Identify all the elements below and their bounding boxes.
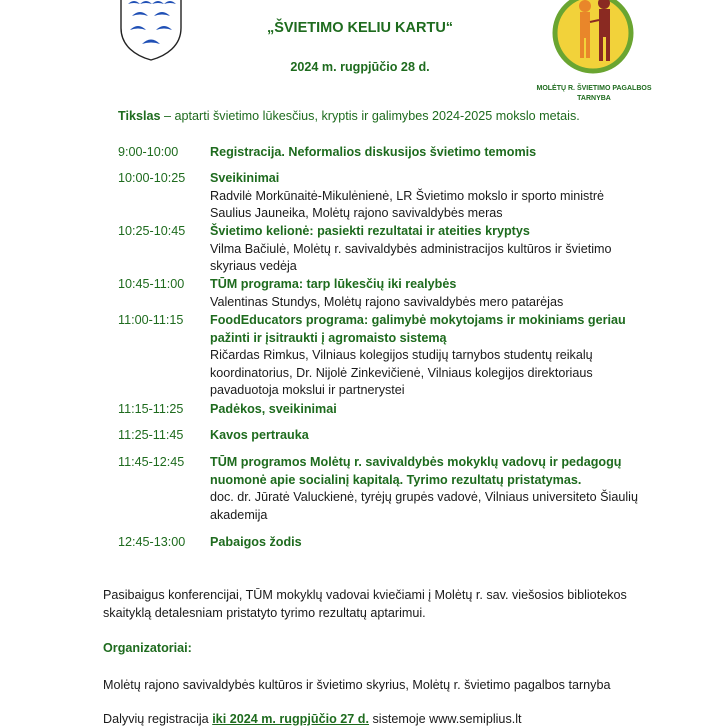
- agenda-title: Švietimo kelionė: pasiekti rezultatai ir ateities kryptys: [210, 224, 530, 238]
- agenda-time: 10:25-10:45: [118, 224, 186, 238]
- agenda-title: Sveikinimai: [210, 171, 280, 185]
- agenda-time: 11:00-11:15: [118, 313, 184, 327]
- page-title: „ŠVIETIMO KELIU KARTU“: [266, 20, 454, 36]
- organizers-heading: Organizatoriai:: [103, 641, 192, 655]
- org-caption-line: MOLĖTŲ R. ŠVIETIMO PAGALBOS: [536, 85, 652, 92]
- agenda-time: 9:00-10:00: [118, 145, 179, 159]
- agenda-time: 11:25-11:45: [118, 428, 184, 442]
- note-line: skaityklą detalesniam pristatyto tyrimo rezultatų aptarimui.: [103, 606, 426, 620]
- agenda-title: TŪM programa: tarp lūkesčių iki realybės: [210, 277, 457, 291]
- organizers-text: Molėtų rajono savivaldybės kultūros ir švietimo skyrius, Molėtų r. švietimo pagalbos tarnyba: [103, 678, 611, 692]
- agenda-time: 10:45-11:00: [118, 277, 185, 291]
- agenda-time: 11:15-11:25: [118, 402, 184, 416]
- agenda-speaker: koordinatorius, Dr. Nijolė Zinkevičienė, Vilniaus kolegijos direktoriaus: [210, 365, 593, 380]
- agenda-speaker: Vilma Bačiulė, Molėtų r. savivaldybės administracijos kultūros ir švietimo: [210, 241, 612, 256]
- agenda-time: 11:45-12:45: [118, 455, 185, 469]
- registration-deadline: iki 2024 m. rugpjūčio 27 d.: [212, 712, 369, 726]
- registration-link[interactable]: sistemoje www.semiplius.lt: [368, 712, 522, 726]
- agenda-title: Pabaigos žodis: [210, 535, 302, 549]
- org-caption-line: TARNYBA: [577, 95, 611, 102]
- agenda-title: nuomonė apie socialinį kapitalą. Tyrimo rezultatų pristatymas.: [210, 472, 582, 487]
- agenda-speaker: Radvilė Morkūnaitė-Mikulėnienė, LR Švietimo mokslo ir sporto ministrė: [210, 188, 605, 203]
- agenda-time: 12:45-13:00: [118, 535, 186, 549]
- agenda-title: Registracija. Neformalios diskusijos švietimo temomis: [210, 145, 537, 159]
- agenda-title: FoodEducators programa: galimybė mokytojams ir mokiniams geriau: [210, 313, 626, 327]
- agenda-speaker: akademija: [210, 507, 268, 522]
- agenda-title: Padėkos, sveikinimai: [210, 402, 337, 416]
- agenda-title: Kavos pertrauka: [210, 428, 309, 442]
- agenda-title: pažinti ir įsitraukti į agromaisto sistemą: [210, 330, 447, 345]
- goal-text: – aptarti švietimo lūkesčius, kryptis ir galimybes 2024-2025 mokslo metais.: [160, 109, 580, 123]
- registration-prefix: Dalyvių registracija: [103, 712, 213, 726]
- goal-statement: [118, 109, 678, 123]
- agenda-time: 10:00-10:25: [118, 171, 186, 185]
- org-logo-caption: [530, 84, 658, 104]
- agenda-speaker: Valentinas Stundys, Molėtų rajono savivaldybės mero patarėjas: [210, 294, 564, 309]
- registration-note: [103, 710, 658, 728]
- note-line: Pasibaigus konferencijai, TŪM mokyklų vadovai kviečiami į Molėtų r. sav. viešosios bibliotekos: [103, 588, 627, 602]
- after-conference-note: [103, 586, 658, 622]
- agenda-speaker: doc. dr. Jūratė Valuckienė, tyrėjų grupės vadovė, Vilniaus universiteto Šiaulių: [210, 490, 638, 505]
- agenda-speaker: Ričardas Rimkus, Vilniaus kolegijos studijų tarnybos studentų reikalų: [210, 348, 593, 363]
- agenda-speaker: skyriaus vedėja: [210, 259, 297, 274]
- goal-label: Tikslas: [118, 109, 161, 123]
- agenda-speaker: Saulius Jauneika, Molėtų rajono savivaldybės meras: [210, 206, 503, 221]
- agenda-title: TŪM programos Molėtų r. savivaldybės mokyklų vadovų ir pedagogų: [210, 455, 622, 469]
- event-date: 2024 m. rugpjūčio 28 d.: [290, 60, 430, 74]
- agenda-speaker: pavaduotoja mokslui ir partnerystei: [210, 383, 405, 398]
